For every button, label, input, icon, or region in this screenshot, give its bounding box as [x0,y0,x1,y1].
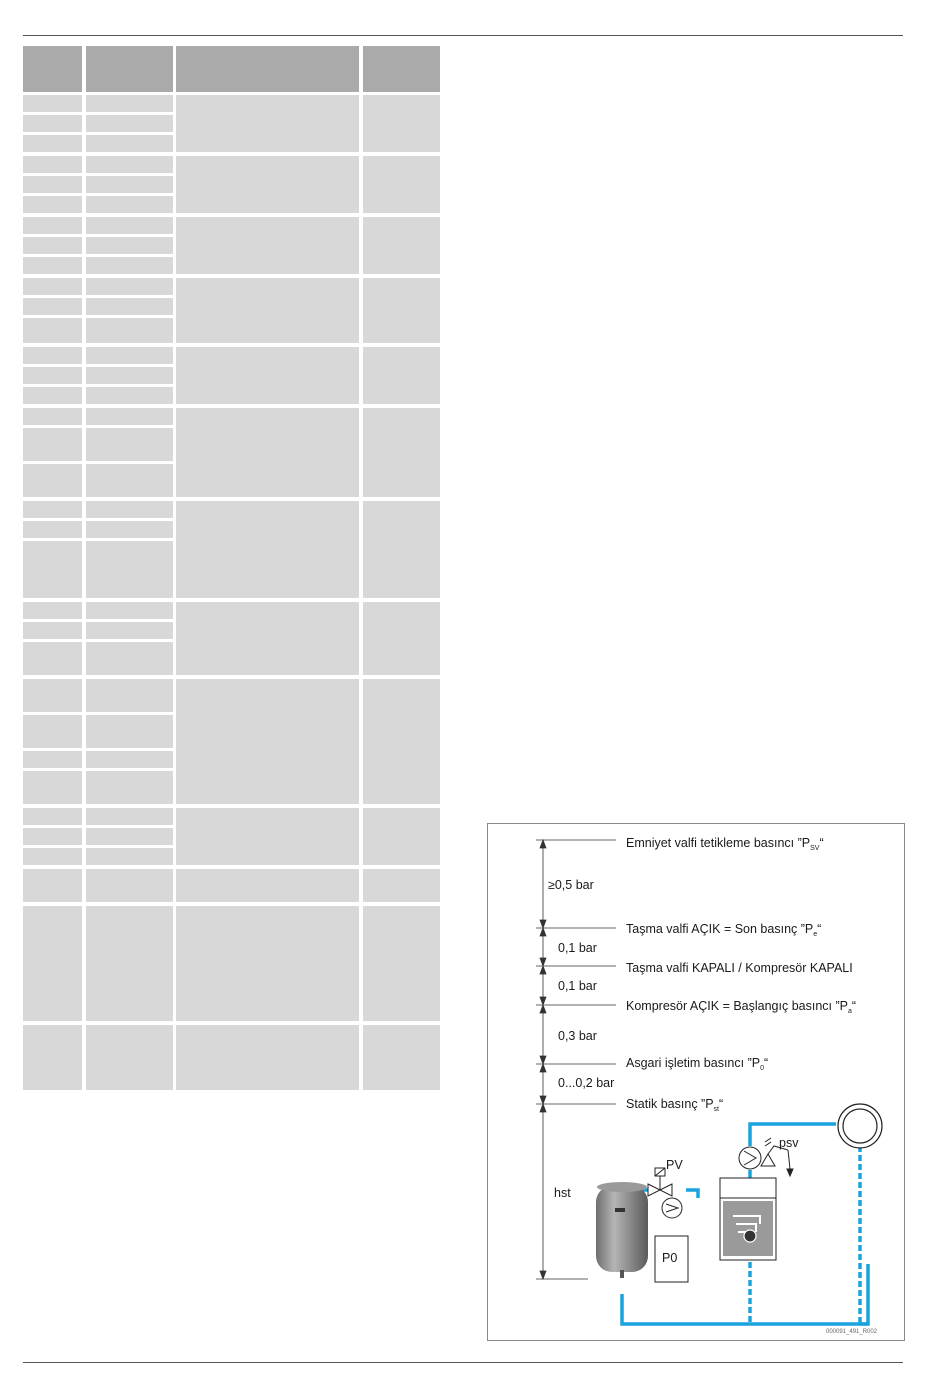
table-merged-cell [176,906,359,1021]
table-header-cell [86,46,173,92]
table-cell [86,278,173,295]
table-cell [86,828,173,845]
table-cell [86,622,173,639]
dim-label: 0,1 bar [558,941,597,955]
table-cell [86,541,173,598]
table-cell [23,298,82,315]
table-cell [23,387,82,404]
table-merged-cell [176,808,359,865]
table-cell [86,387,173,404]
table-cell [86,642,173,675]
table-cell [86,1025,173,1090]
table-cell [86,906,173,1021]
dim-label: 0,3 bar [558,1029,597,1043]
label-closed: Taşma valfi KAPALI / Kompresör KAPALI [626,961,853,975]
table-merged-cell [363,906,440,1021]
table-cell [86,869,173,902]
table-merged-cell [363,602,440,675]
table-merged-cell [176,602,359,675]
table-merged-cell [363,869,440,902]
consumer [838,1104,882,1148]
pump [739,1147,761,1169]
table-cell [23,501,82,518]
table-merged-cell [176,408,359,497]
table-merged-cell [176,1025,359,1090]
table-merged-cell [363,408,440,497]
table-cell [23,428,82,461]
table-cell [86,521,173,538]
table-merged-cell [363,156,440,213]
diagram-graphics [488,824,906,1342]
table-cell [86,257,173,274]
table-cell [23,464,82,497]
label-pst: Statik basınç $”P_{st}“$ [626,1097,724,1113]
table-cell [86,95,173,112]
label-p0: Asgari işletim basıncı $”P_0“$ [626,1056,769,1072]
table-merged-cell [176,95,359,152]
dim-label: 0...0,2 bar [558,1076,615,1090]
table-cell [86,115,173,132]
table-cell [23,347,82,364]
table-cell [23,622,82,639]
compressor [655,1198,688,1282]
table-cell [86,367,173,384]
table-merged-cell [176,347,359,404]
table-merged-cell [176,869,359,902]
table-cell [23,367,82,384]
table-merged-cell [176,217,359,274]
dim-label: hst [554,1186,571,1200]
pv-valve [648,1168,672,1196]
table-cell [86,347,173,364]
table-merged-cell [176,679,359,804]
data-table [23,46,440,1086]
table-cell [86,298,173,315]
table-cell [23,115,82,132]
dim-label: ≥0,5 bar [548,878,594,892]
table-header-cell [176,46,359,92]
table-cell [23,715,82,748]
table-merged-cell [363,278,440,343]
pv-label: PV [666,1158,683,1172]
table-cell [23,848,82,865]
table-cell [23,318,82,343]
table-header-cell [23,46,82,92]
top-rule [23,35,903,36]
table-cell [23,771,82,804]
table-cell [23,237,82,254]
dimension-line [540,840,546,1279]
table-cell [23,521,82,538]
figure-code: 000091_491_R002 [826,1329,878,1335]
expansion-vessel [596,1182,648,1278]
table-cell [86,679,173,712]
p0-box-label: P0 [662,1251,678,1265]
boiler [720,1178,776,1260]
table-cell [86,715,173,748]
table-cell [23,95,82,112]
table-cell [23,541,82,598]
table-merged-cell [363,808,440,865]
pressure-diagram [487,823,905,1341]
table-cell [23,828,82,845]
table-cell [86,196,173,213]
table-cell [86,237,173,254]
label-pa: Kompresör AÇIK = Başlangıç basıncı $”P_a“$ [626,999,857,1015]
table-cell [23,196,82,213]
table-cell [23,408,82,425]
table-cell [86,501,173,518]
table-cell [86,318,173,343]
table-cell [23,808,82,825]
table-merged-cell [363,1025,440,1090]
psv-label: psv [779,1136,799,1150]
table-cell [86,808,173,825]
table-merged-cell [176,501,359,598]
table-cell [86,135,173,152]
dim-label: 0,1 bar [558,979,597,993]
table-cell [86,751,173,768]
table-merged-cell [176,278,359,343]
table-cell [23,1025,82,1090]
table-cell [23,679,82,712]
table-cell [86,848,173,865]
table-merged-cell [363,217,440,274]
table-cell [23,217,82,234]
table-cell [86,176,173,193]
table-cell [23,642,82,675]
table-cell [23,906,82,1021]
table-cell [86,428,173,461]
table-cell [23,278,82,295]
table-cell [86,217,173,234]
table-cell [86,602,173,619]
table-cell [86,464,173,497]
bottom-rule [23,1362,903,1363]
table-cell [23,869,82,902]
table-cell [23,156,82,173]
label-psv: Emniyet valfi tetikleme basıncı $”P_{SV}“$ [626,836,824,852]
table-cell [23,751,82,768]
table-merged-cell [363,679,440,804]
table-cell [23,602,82,619]
label-pe: Taşma valfi AÇIK = Son basınç $”P_e“$ [626,922,822,938]
table-cell [86,408,173,425]
table-cell [23,257,82,274]
table-cell [86,156,173,173]
table-merged-cell [176,156,359,213]
table-merged-cell [363,501,440,598]
table-header-cell [363,46,440,92]
table-cell [86,771,173,804]
table-merged-cell [363,95,440,152]
table-cell [23,176,82,193]
table-merged-cell [363,347,440,404]
table-cell [23,135,82,152]
